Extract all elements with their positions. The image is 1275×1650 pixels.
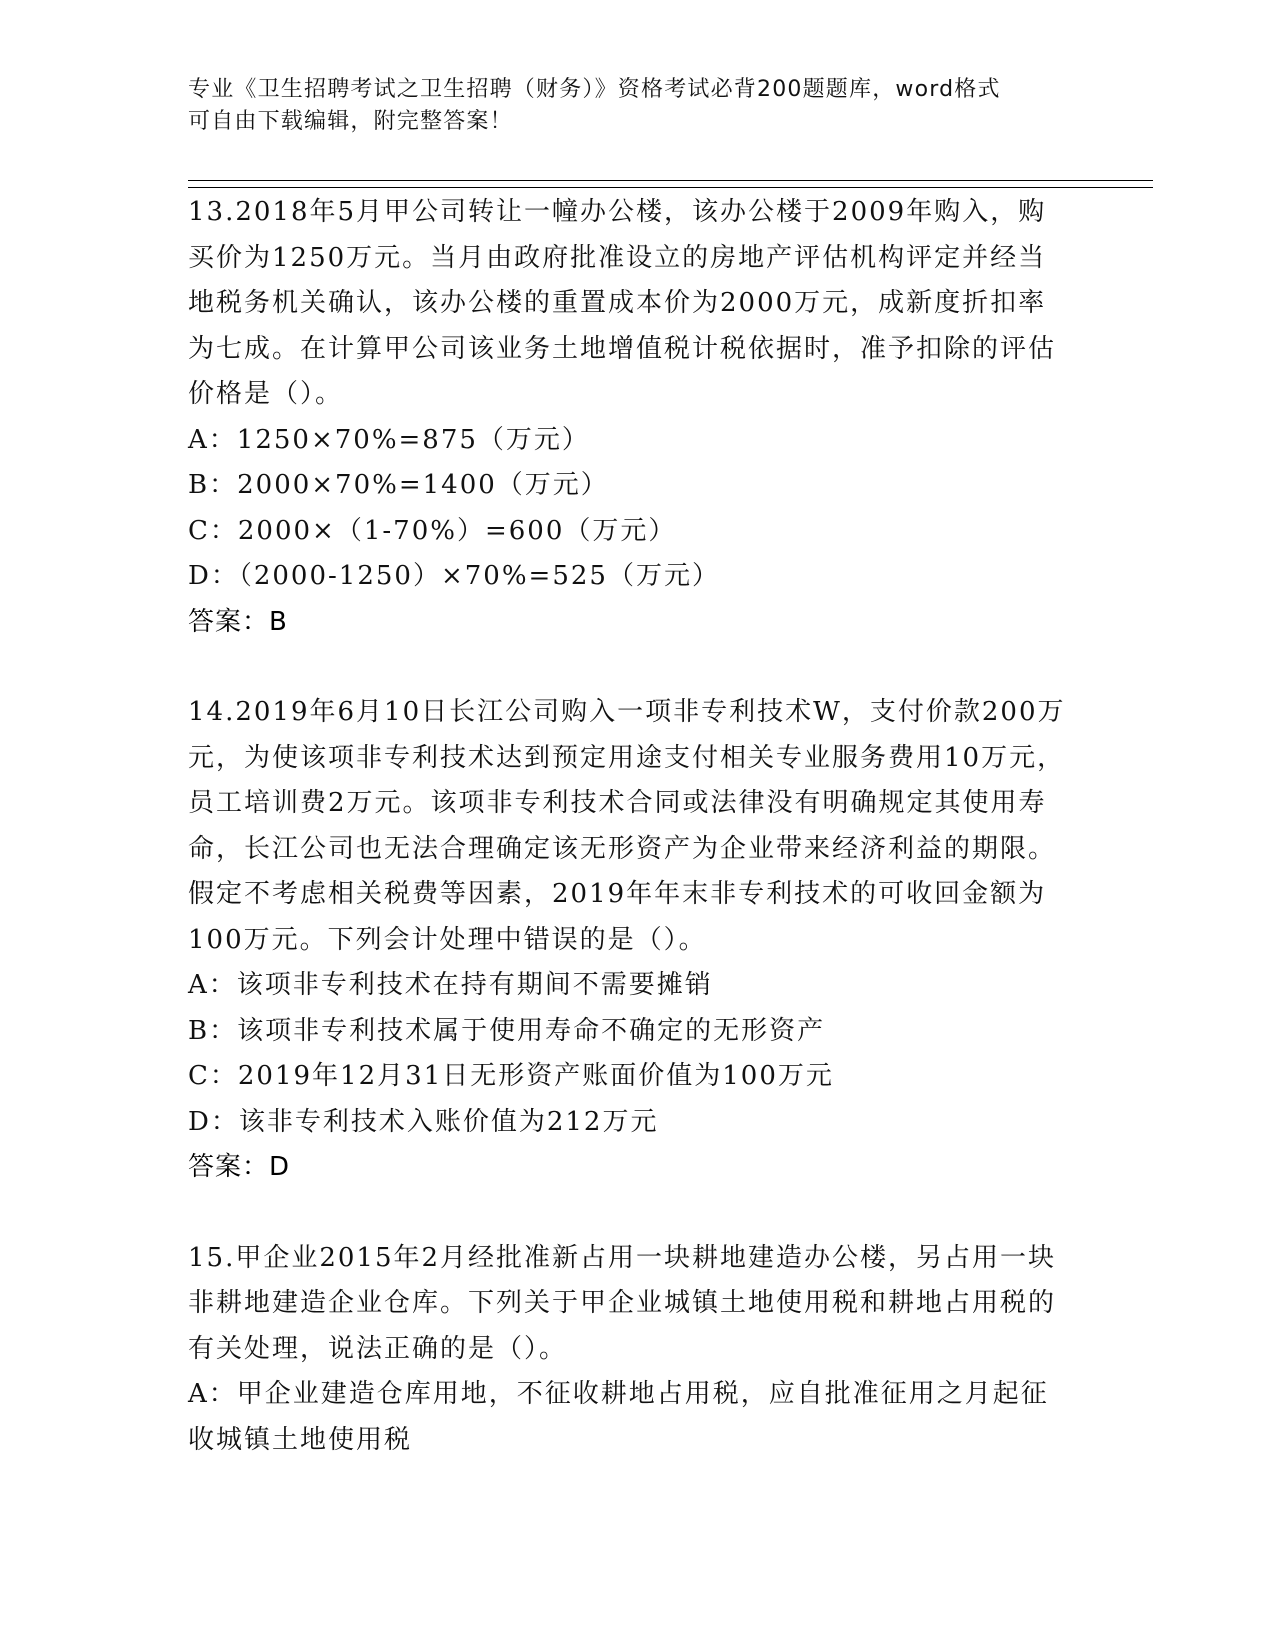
option-d: D：该非专利技术入账价值为212万元 (188, 1106, 659, 1137)
header-rule-top (188, 180, 1153, 181)
option-a: A：该项非专利技术在持有期间不需要摊销 (188, 970, 713, 1000)
header-line-2: 可自由下载编辑，附完整答案！ (188, 109, 513, 134)
question-stem: 14.2019年6月10日长江公司购入一项非专利技术W，支付价款200万元，为使该项非专利技术达到预定用途支付相关专业服务费用10万元，员工培训费2万元。该项非专利技术合同或法律没有明确规定其使用寿命，长江公司也无法合理确定该无形资产为企业带来经济利益的期限。假定不考虑相关税费等因素，2019年年末非专利技术的可收回金额为100万元。下列会计处理中错误的是（）。 (188, 697, 1066, 955)
header-rule-bottom (188, 187, 1153, 188)
option-a: A：1250×70%=875（万元） (188, 424, 590, 455)
option-c: C：2000×（1-70%）=600（万元） (188, 515, 677, 546)
question-14 (188, 690, 1068, 1191)
question-15 (188, 1236, 1068, 1464)
answer: 答案：D (188, 1152, 291, 1182)
question-stem: 13.2018年5月甲公司转让一幢办公楼，该办公楼于2009年购入，购买价为1250万元。当月由政府批准设立的房地产评估机构评定并经当地税务机关确认，该办公楼的重置成本价为2000万元，成新度折扣率为七成。在计算甲公司该业务土地增值税计税依据时，准予扣除的评估价格是（）。 (188, 197, 1057, 409)
page-header (188, 74, 1068, 138)
option-d: D：（2000-1250）×70%=525（万元） (188, 561, 720, 591)
question-stem: 15.甲企业2015年2月经批准新占用一块耕地建造办公楼，另占用一块非耕地建造企业仓库。下列关于甲企业城镇土地使用税和耕地占用税的有关处理，说法正确的是（）。 (188, 1242, 1057, 1364)
option-b: B：该项非专利技术属于使用寿命不确定的无形资产 (188, 1015, 826, 1046)
answer: 答案：B (188, 606, 288, 637)
option-c: C：2019年12月31日无形资产账面价值为100万元 (188, 1061, 834, 1091)
question-13 (188, 190, 1068, 645)
question-list (188, 190, 1068, 1463)
header-line-1: 专业《卫生招聘考试之卫生招聘（财务）》资格考试必背200题题库，word格式 (188, 77, 1001, 102)
option-b: B：2000×70%=1400（万元） (188, 470, 609, 500)
option-a: A：甲企业建造仓库用地，不征收耕地占用税，应自批准征用之月起征收城镇土地使用税 (188, 1379, 1049, 1455)
